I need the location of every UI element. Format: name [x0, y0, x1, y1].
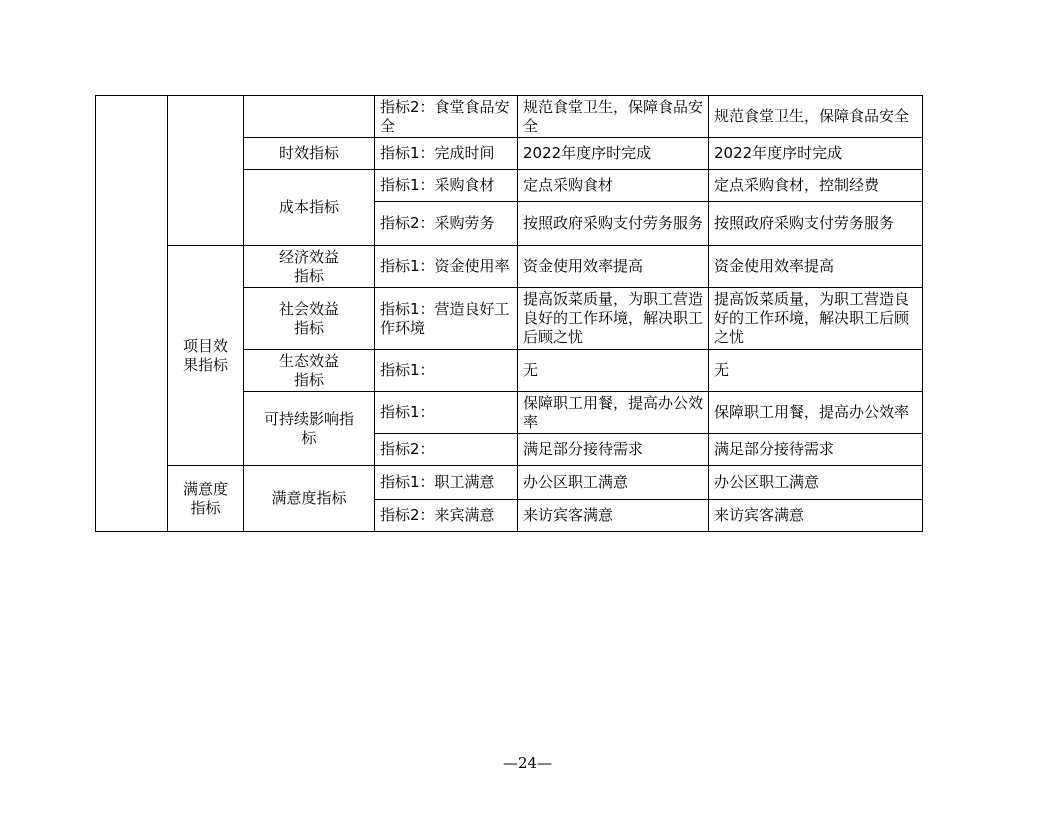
- tertiary-indicator-cell: 满意度指标: [244, 466, 375, 532]
- indicator-cell: 指标2：来宾满意: [375, 500, 518, 532]
- indicator-cell: 指标1：职工满意: [375, 466, 518, 500]
- actual-value-cell: 无: [709, 350, 923, 392]
- actual-value-cell: 2022年度序时完成: [709, 138, 923, 170]
- actual-value-cell: 办公区职工满意: [709, 466, 923, 500]
- actual-value-cell: 保障职工用餐，提高办公效率: [709, 392, 923, 434]
- actual-value-cell: 满足部分接待需求: [709, 434, 923, 466]
- indicator-cell: 指标1：完成时间: [375, 138, 518, 170]
- tertiary-indicator-cell: 社会效益指标: [244, 288, 375, 350]
- table-row: [96, 96, 923, 138]
- target-value-cell: 2022年度序时完成: [518, 138, 709, 170]
- secondary-indicator-cell: [168, 96, 244, 246]
- primary-indicator-cell: [96, 96, 168, 532]
- indicator-cell: 指标2：采购劳务: [375, 202, 518, 246]
- tertiary-indicator-cell: 时效指标: [244, 138, 375, 170]
- performance-indicator-table: [95, 95, 923, 532]
- target-value-cell: 办公区职工满意: [518, 466, 709, 500]
- table-row: [96, 246, 923, 288]
- indicator-cell: 指标1：营造良好工作环境: [375, 288, 518, 350]
- actual-value-cell: 定点采购食材，控制经费: [709, 170, 923, 202]
- indicator-cell: 指标2：: [375, 434, 518, 466]
- target-value-cell: 规范食堂卫生，保障食品安全: [518, 96, 709, 138]
- tertiary-indicator-cell: 生态效益指标: [244, 350, 375, 392]
- table-row: [96, 466, 923, 500]
- indicator-cell: 指标1：: [375, 392, 518, 434]
- target-value-cell: 来访宾客满意: [518, 500, 709, 532]
- target-value-cell: 按照政府采购支付劳务服务: [518, 202, 709, 246]
- target-value-cell: 资金使用效率提高: [518, 246, 709, 288]
- tertiary-indicator-cell: [244, 96, 375, 138]
- actual-value-cell: 来访宾客满意: [709, 500, 923, 532]
- actual-value-cell: 规范食堂卫生，保障食品安全: [709, 96, 923, 138]
- target-value-cell: 满足部分接待需求: [518, 434, 709, 466]
- indicator-cell: 指标2：食堂食品安全: [375, 96, 518, 138]
- indicator-cell: 指标1：: [375, 350, 518, 392]
- actual-value-cell: 按照政府采购支付劳务服务: [709, 202, 923, 246]
- target-value-cell: 提高饭菜质量，为职工营造良好的工作环境，解决职工后顾之忧: [518, 288, 709, 350]
- secondary-indicator-cell: 满意度指标: [168, 466, 244, 532]
- page-number: —24—: [502, 754, 553, 772]
- indicator-cell: 指标1：采购食材: [375, 170, 518, 202]
- target-value-cell: 保障职工用餐，提高办公效率: [518, 392, 709, 434]
- actual-value-cell: 资金使用效率提高: [709, 246, 923, 288]
- secondary-indicator-cell: 项目效果指标: [168, 246, 244, 466]
- indicator-cell: 指标1：资金使用率: [375, 246, 518, 288]
- tertiary-indicator-cell: 成本指标: [244, 170, 375, 246]
- target-value-cell: 无: [518, 350, 709, 392]
- tertiary-indicator-cell: 经济效益指标: [244, 246, 375, 288]
- target-value-cell: 定点采购食材: [518, 170, 709, 202]
- tertiary-indicator-cell: 可持续影响指标: [244, 392, 375, 466]
- actual-value-cell: 提高饭菜质量，为职工营造良好的工作环境，解决职工后顾之忧: [709, 288, 923, 350]
